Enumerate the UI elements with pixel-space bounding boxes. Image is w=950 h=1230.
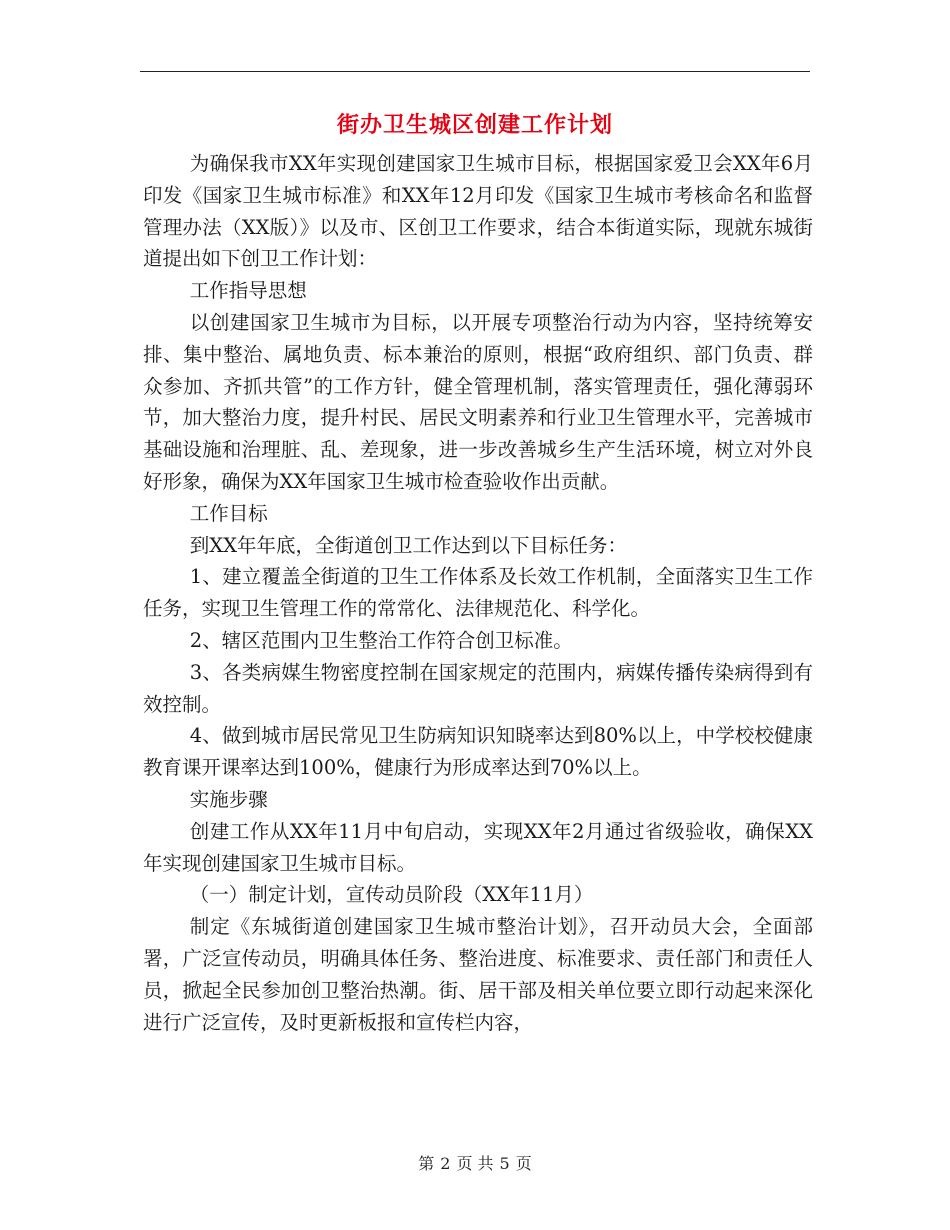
document-body xyxy=(143,148,813,1038)
goal-item-4: 4、做到城市居民常见卫生防病知识知晓率达到80%以上，中学校校健康教育课开课率达到100%，健康行为形成率达到70%以上。 xyxy=(143,724,813,780)
paragraph-guiding-thought: 以创建国家卫生城市为目标，以开展专项整治行动为内容，坚持统筹安排、集中整治、属地负责、标本兼治的原则，根据“政府组织、部门负责、群众参加、齐抓共管”的工作方针，健全管理机制，落实管理责任，强化薄弱环节，加大整治力度，提升村民、居民文明素养和行业卫生管理水平，完善城市基础设施和治理脏、乱、差现象，进一步改善城乡生产生活环境，树立对外良好形象，确保为XX年国家卫生城市检查验收作出贡献。 xyxy=(143,310,813,493)
subsection-heading-stage-1: （一）制定计划，宣传动员阶段（XX年11月） xyxy=(189,883,594,907)
paragraph-stage-1: 制定《东城街道创建国家卫生城市整治计划》，召开动员大会，全面部署，广泛宣传动员，明确具体任务、整治进度、标准要求、责任部门和责任人员，掀起全民参加创卫整治热潮。街、居干部及相关单位要立即行动起来深化进行广泛宣传，及时更新板报和宣传栏内容， xyxy=(143,915,813,1034)
goal-item-2: 2、辖区范围内卫生整治工作符合创卫标准。 xyxy=(189,628,573,652)
goal-item-3: 3、各类病媒生物密度控制在国家规定的范围内，病媒传播传染病得到有效控制。 xyxy=(143,660,813,716)
footer-total-pages: 5 xyxy=(499,1154,510,1173)
section-heading-goals: 工作目标 xyxy=(189,501,268,525)
section-heading-steps: 实施步骤 xyxy=(189,787,268,811)
document-title: 街办卫生城区创建工作计划 xyxy=(336,112,613,138)
footer-middle: 页 共 xyxy=(456,1154,494,1173)
footer-prefix: 第 xyxy=(418,1154,435,1173)
paragraph-steps-intro: 创建工作从XX年11月中旬启动，实现XX年2月通过省级验收，确保XX年实现创建国家卫生城市目标。 xyxy=(143,819,813,875)
footer-current-page: 2 xyxy=(440,1154,451,1173)
goal-item-1: 1、建立覆盖全街道的卫生工作体系及长效工作机制，全面落实卫生工作任务，实现卫生管理工作的常常化、法律规范化、科学化。 xyxy=(143,565,813,621)
page-footer xyxy=(0,1152,950,1176)
footer-suffix: 页 xyxy=(515,1154,532,1173)
paragraph-intro: 为确保我市XX年实现创建国家卫生城市目标，根据国家爱卫会XX年6月印发《国家卫生城市标准》和XX年12月印发《国家卫生城市考核命名和监督管理办法（XX版）》以及市、区创卫工作要求，结合本街道实际，现就东城街道提出如下创卫工作计划： xyxy=(143,152,813,271)
paragraph-goals-intro: 到XX年年底，全街道创卫工作达到以下目标任务： xyxy=(189,533,628,557)
section-heading-guiding-thought: 工作指导思想 xyxy=(189,279,307,303)
header-rule xyxy=(140,71,810,72)
